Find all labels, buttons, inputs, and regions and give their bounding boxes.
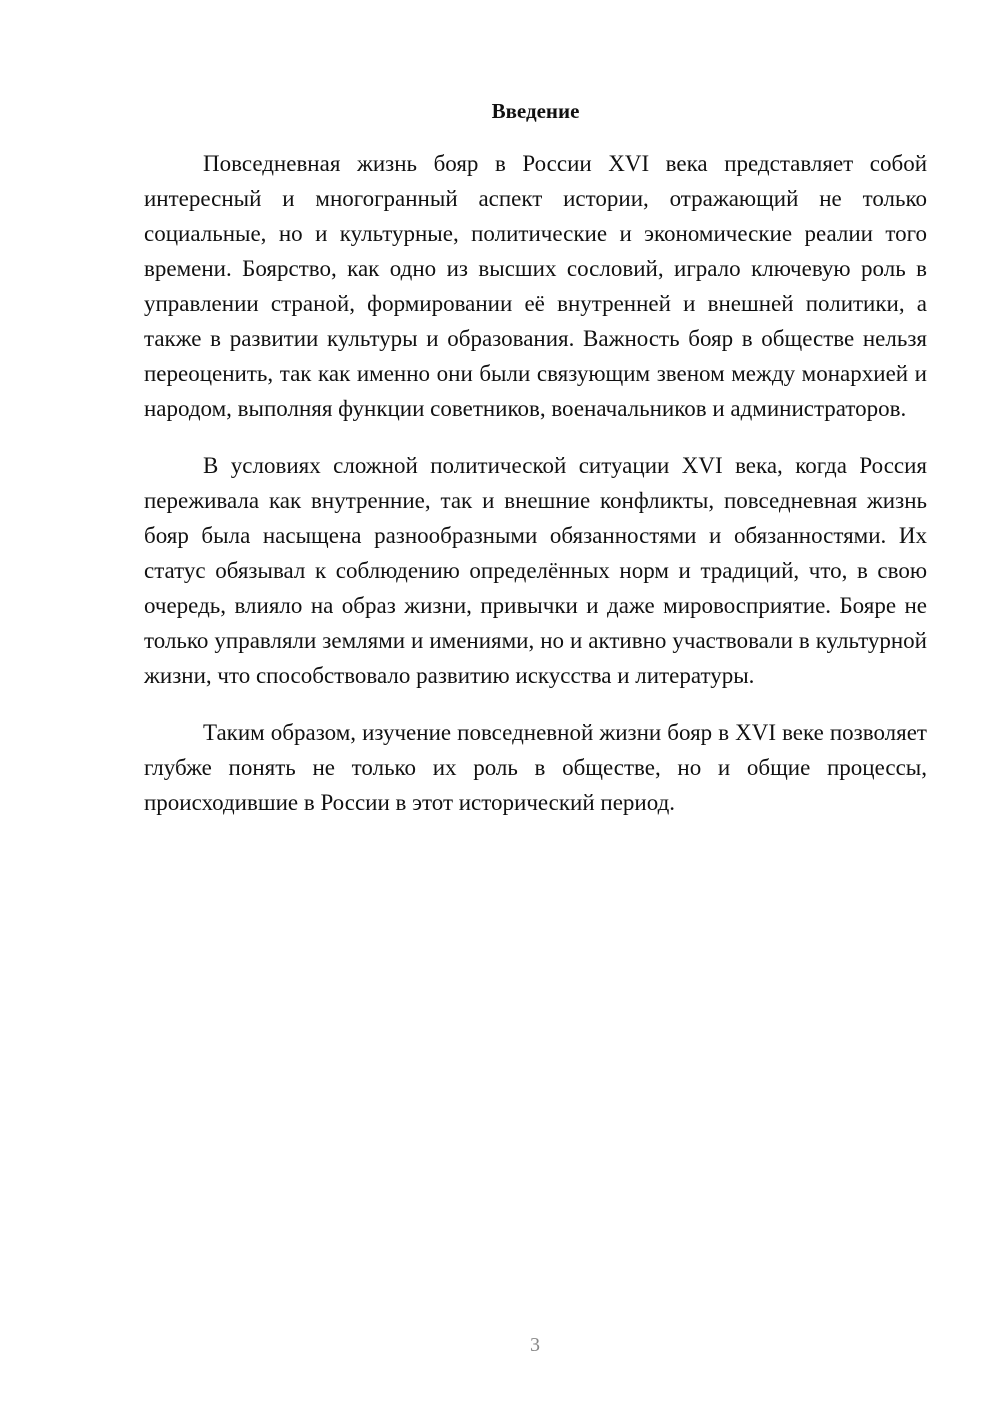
page-content <box>144 96 927 842</box>
section-heading: Введение <box>491 99 580 123</box>
page-number: 3 <box>530 1334 540 1356</box>
paragraph-2: В условиях сложной политической ситуации XVI века, когда Россия переживала как внутренние, так и внешние конфликты, повседневная жизнь бояр была насыщена разнообразными обязанностями и обязанностями. Их статус обязывал к соблюдению определённых норм и традиций, что, в свою очередь, влияло на образ жизни, привычки и даже мировосприятие. Бояре не только управляли землями и имениями, но и активно участвовали в культурной жизни, что способствовало развитию искусства и литературы. <box>144 453 927 688</box>
paragraph-3: Таким образом, изучение повседневной жизни бояр в XVI веке позволяет глубже понять не только их роль в обществе, но и общие процессы, происходившие в России в этот исторический период. <box>144 720 927 815</box>
paragraph-1: Повседневная жизнь бояр в России XVI века представляет собой интересный и многогранный аспект истории, отражающий не только социальные, но и культурные, политические и экономические реалии того времени. Боярство, как одно из высших сословий, играло ключевую роль в управлении страной, формировании её внутренней и внешней политики, а также в развитии культуры и образования. Важность бояр в обществе нельзя переоценить, так как именно они были связующим звеном между монархией и народом, выполняя функции советников, военачальников и администраторов. <box>144 151 927 421</box>
